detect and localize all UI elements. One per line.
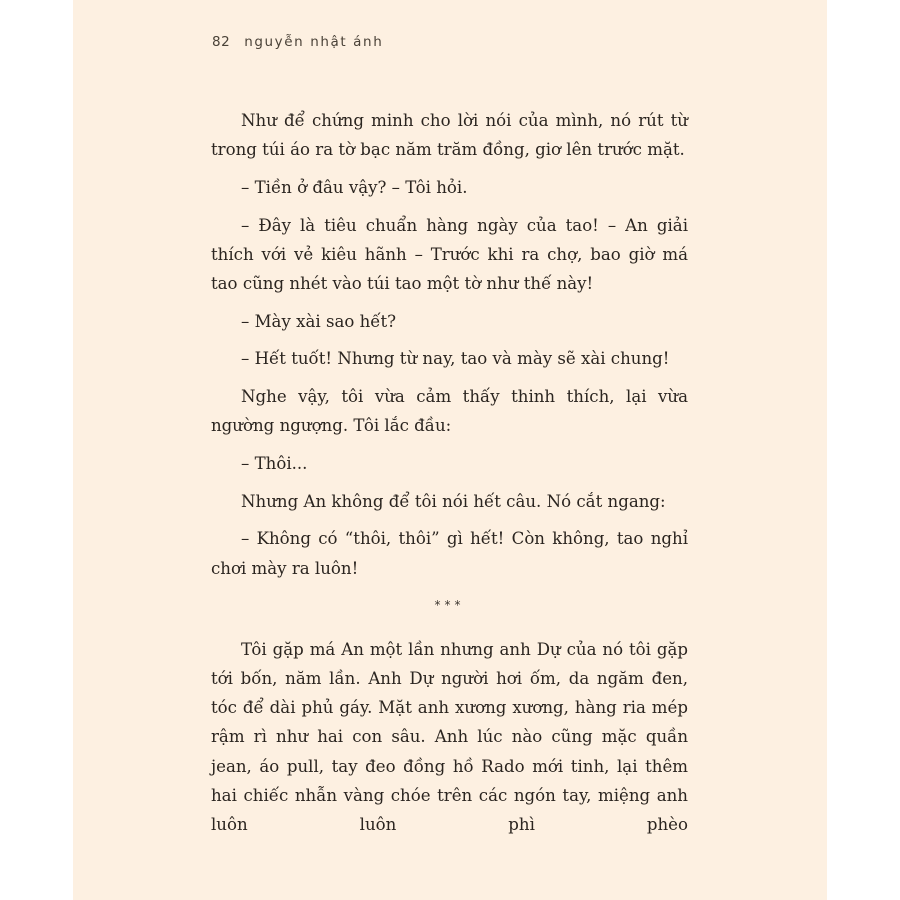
- author-name: nguyễn nhật ánh: [244, 34, 384, 50]
- paragraph: – Thôi...: [241, 454, 308, 474]
- body-text: [211, 106, 688, 848]
- paragraph: – Tiền ở đâu vậy? – Tôi hỏi.: [241, 177, 468, 197]
- paragraph: Như để chứng minh cho lời nói của mình, nó rút từ trong túi áo ra tờ bạc năm trăm đồng, giơ lên trước mặt.: [211, 111, 688, 160]
- paragraph: Tôi gặp má An một lần nhưng anh Dự của nó tôi gặp tới bốn, năm lần. Anh Dự người hơi ốm, da ngăm đen, tóc để dài phủ gáy. Mặt anh xương xương, hàng ria mép rậm rì như hai con sâu. Anh lúc nào cũng mặc quần jean, áo pull, tay đeo đồng hồ Rado mới tinh, lại thêm hai chiếc nhẫn vàng chóe trên các ngón tay, miệng anh luôn luôn phì phèo: [211, 639, 688, 835]
- running-header: [212, 34, 383, 50]
- paragraph: – Không có “thôi, thôi” gì hết! Còn không, tao nghỉ chơi mày ra luôn!: [211, 529, 688, 578]
- paragraph: – Hết tuốt! Nhưng từ nay, tao và mày sẽ xài chung!: [241, 349, 670, 369]
- section-separator: ***: [434, 597, 465, 612]
- paragraph: Nhưng An không để tôi nói hết câu. Nó cắt ngang:: [241, 491, 666, 511]
- paragraph: Nghe vậy, tôi vừa cảm thấy thinh thích, lại vừa ngường ngượng. Tôi lắc đầu:: [211, 387, 688, 436]
- paragraph: – Đây là tiêu chuẩn hàng ngày của tao! – An giải thích với vẻ kiêu hãnh – Trước khi ra chợ, bao giờ má tao cũng nhét vào túi tao một tờ như thế này!: [211, 215, 688, 294]
- paragraph: – Mày xài sao hết?: [241, 311, 397, 331]
- page-number: 82: [212, 34, 231, 50]
- book-page: [73, 0, 827, 900]
